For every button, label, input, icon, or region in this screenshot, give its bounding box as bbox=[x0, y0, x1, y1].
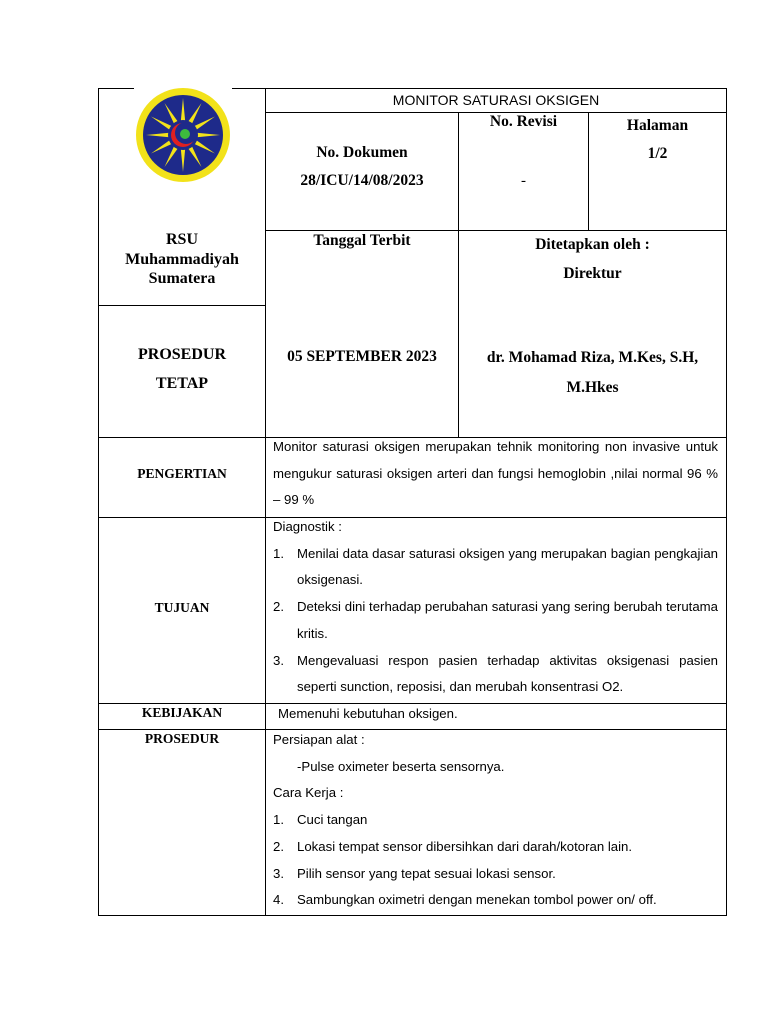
list-item-text: Pilih sensor yang tepat sesuai lokasi sensor. bbox=[297, 865, 556, 881]
list-item-number: 2. bbox=[273, 838, 284, 854]
list-item-text: Sambungkan oximetri dengan menekan tombol power on/ off. bbox=[297, 892, 657, 908]
list-item-text: Deteksi dini terhadap perubahan saturasi yang sering berubah terutama kritis. bbox=[297, 599, 718, 641]
kebijakan-label: KEBIJAKAN bbox=[141, 705, 223, 720]
list-item-number: 1. bbox=[273, 812, 284, 828]
hospital-logo bbox=[134, 86, 232, 184]
list-item-text: Cuci tangan bbox=[297, 812, 368, 828]
list-item bbox=[273, 834, 718, 861]
hospital-name-line1: RSU bbox=[165, 231, 198, 248]
list-item-number: 3. bbox=[273, 865, 284, 881]
page-label: Halaman bbox=[626, 117, 689, 134]
signer-name-line2: M.Hkes bbox=[566, 379, 619, 396]
procedure-type bbox=[99, 340, 265, 398]
list-item bbox=[273, 861, 718, 888]
prosedur-content bbox=[273, 727, 718, 914]
list-item-number: 4. bbox=[273, 892, 284, 908]
procedure-type-line2: TETAP bbox=[155, 375, 209, 392]
list-item bbox=[273, 541, 718, 594]
set-by-role: Direktur bbox=[563, 265, 622, 282]
list-item bbox=[273, 887, 718, 914]
revision-value: - bbox=[521, 173, 526, 189]
document-title: MONITOR SATURASI OKSIGEN bbox=[392, 92, 600, 108]
sun-crescent-emblem-icon bbox=[134, 86, 232, 184]
list-item bbox=[273, 594, 718, 647]
issue-date-value: 05 SEPTEMBER 2023 bbox=[287, 348, 437, 365]
set-by-label: Ditetapkan oleh : bbox=[535, 236, 650, 253]
revision-label: No. Revisi bbox=[489, 113, 558, 130]
tujuan-label: TUJUAN bbox=[154, 600, 210, 615]
tools-label: Persiapan alat : bbox=[273, 732, 365, 747]
tujuan-intro: Diagnostik : bbox=[273, 519, 342, 534]
list-item bbox=[273, 648, 718, 701]
hospital-name-line3: Sumatera bbox=[148, 270, 216, 287]
prosedur-label: PROSEDUR bbox=[144, 731, 220, 746]
issue-date-label: Tanggal Terbit bbox=[313, 232, 411, 249]
list-item-text: Menilai data dasar saturasi oksigen yang merupakan bagian pengkajian oksigenasi. bbox=[297, 545, 718, 588]
list-item-text: Mengevaluasi respon pasien terhadap aktivitas oksigenasi pasien seperti sunction, reposisi, dan merubah konsentrasi O2. bbox=[297, 652, 718, 695]
signer-name-line1: dr. Mohamad Riza, M.Kes, S.H, bbox=[486, 349, 699, 366]
page-cell bbox=[589, 112, 726, 168]
steps-label: Cara Kerja : bbox=[273, 785, 344, 801]
page-value: 1/2 bbox=[647, 145, 668, 162]
pengertian-text: Monitor saturasi oksigen merupakan tehnik monitoring non invasive untuk mengukur saturasi oksigen arteri dan fungsi hemoglobin ,nilai normal 96 % – 99 % bbox=[273, 439, 718, 508]
hospital-name bbox=[99, 230, 265, 289]
hospital-name-line2: Muhammadiyah bbox=[125, 250, 239, 268]
document-number-value: 28/ICU/14/08/2023 bbox=[300, 172, 424, 189]
pengertian-label: PENGERTIAN bbox=[137, 466, 227, 481]
list-item-number: 2. bbox=[273, 599, 284, 615]
list-item-number: 3. bbox=[273, 652, 284, 668]
tools-item: -Pulse oximeter beserta sensornya. bbox=[297, 758, 505, 774]
tujuan-content bbox=[273, 514, 718, 701]
procedure-type-line1: PROSEDUR bbox=[137, 346, 226, 363]
document-number-cell bbox=[266, 139, 458, 195]
set-by-cell bbox=[459, 230, 726, 288]
signer-name bbox=[459, 343, 726, 403]
list-item-number: 1. bbox=[273, 545, 284, 561]
list-item bbox=[273, 807, 718, 834]
list-item-text: Lokasi tempat sensor dibersihkan dari darah/kotoran lain. bbox=[297, 838, 633, 854]
document-number-label: No. Dokumen bbox=[316, 144, 408, 161]
kebijakan-text: Memenuhi kebutuhan oksigen. bbox=[278, 706, 458, 721]
